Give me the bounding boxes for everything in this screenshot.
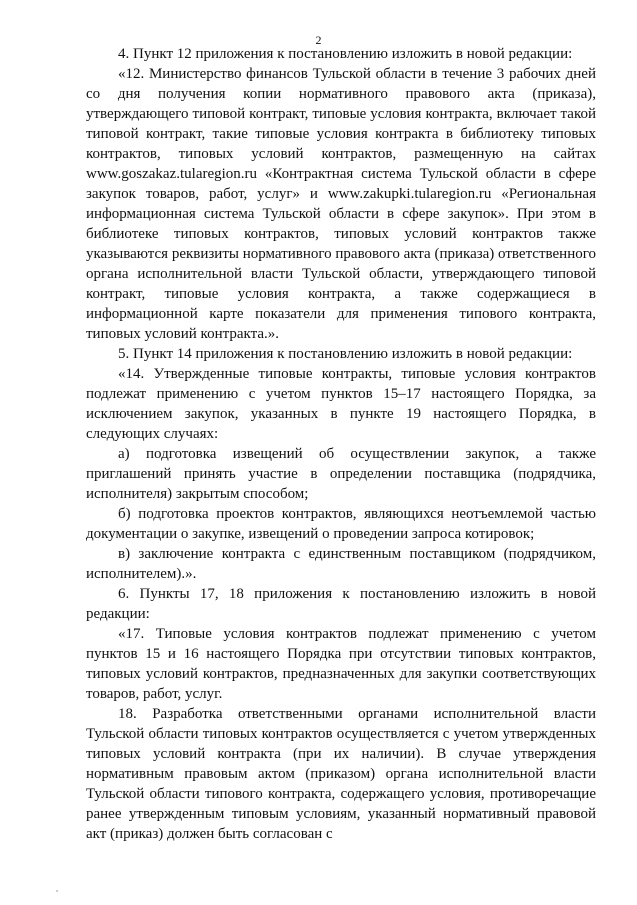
paragraph-clause-17: «17. Типовые условия контрактов подлежат применению с учетом пунктов 15 и 16 настоящего Порядка при отсутствии типовых контрактов, типовых условий контрактов, предназначенных для закупки соответствующих товаров, работ, услуг. — [86, 626, 596, 702]
paragraph-clause-18: 18. Разработка ответственными органами исполнительной власти Тульской области типовых контрактов осуществляется с учетом утвержденных типовых условий контракта (при их наличии). В случае утверждения нормативным правовым актом (приказом) органа исполнительной власти Тульской области типового контракта, содержащего условия, противоречащие ранее утвержденным типовым условиям, указанный нормативный правовой акт (приказ) должен быть согласован с — [86, 706, 596, 842]
paragraph-item-4-heading: 4. Пункт 12 приложения к постановлению изложить в новой редакции: — [118, 46, 573, 62]
document-body — [86, 44, 596, 844]
paragraph-item-5-heading: 5. Пункт 14 приложения к постановлению изложить в новой редакции: — [118, 346, 573, 362]
paragraph-subclause-b: б) подготовка проектов контрактов, являющихся неотъемлемой частью документации о закупке, извещений о проведении запроса котировок; — [86, 506, 596, 542]
page-number: 2 — [315, 33, 322, 47]
paragraph-subclause-v: в) заключение контракта с единственным поставщиком (подрядчиком, исполнителем).». — [86, 546, 596, 582]
paragraph-clause-14: «14. Утвержденные типовые контракты, типовые условия контрактов подлежат применению с учетом пунктов 15–17 настоящего Порядка, за исключением закупок, указанных в пункте 19 настоящего Порядка, в следующих случаях: — [86, 366, 596, 442]
paragraph-clause-12: «12. Министерство финансов Тульской области в течение 3 рабочих дней со дня получения копии нормативного правового акта (приказа), утверждающего типовой контракт, типовые условия контракта, включает такой типовой контракт, такие типовые условия контракта в библиотеку типовых контрактов, типовых условий контрактов, размещенную на сайтах www.goszakaz.tularegion.ru «Контрактная система Тульской области в сфере закупок товаров, работ, услуг» и www.zakupki.tularegion.ru «Региональная информационная система Тульской области в сфере закупок». При этом в библиотеке типовых контрактов, типовых условий контрактов также указываются реквизиты нормативного правового акта (приказа) ответственного органа исполнительной власти Тульской области, утверждающего типовой контракт, типовые условия контракта, а также содержащиеся в информационной карте показатели для применения типового контракта, типовых условий контракта.». — [86, 66, 596, 342]
paragraph-item-6-heading: 6. Пункты 17, 18 приложения к постановлению изложить в новой редакции: — [86, 586, 596, 622]
scan-artifact — [56, 890, 58, 892]
paragraph-subclause-a: а) подготовка извещений об осуществлении закупок, а также приглашений принять участие в определении поставщика (подрядчика, исполнителя) закрытым способом; — [86, 446, 596, 502]
